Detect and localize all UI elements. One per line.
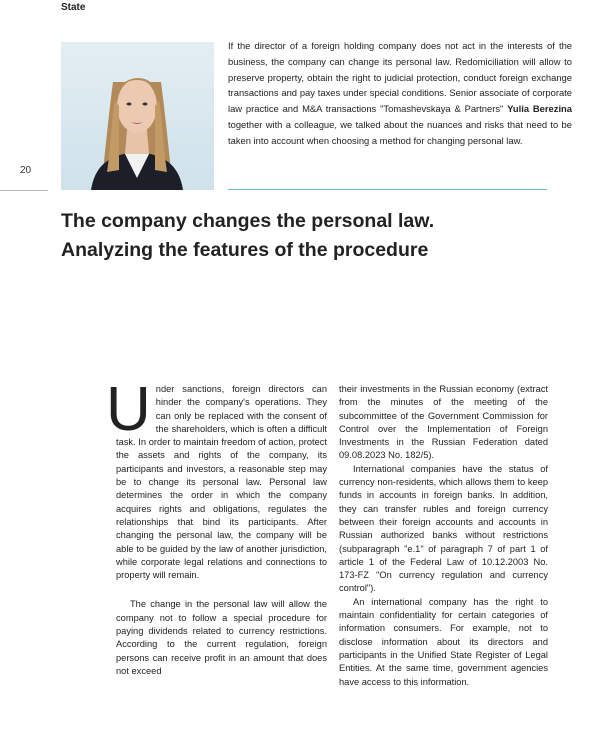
drop-cap: U <box>106 375 151 444</box>
author-portrait <box>61 42 214 190</box>
intro-divider <box>228 189 547 190</box>
page-number-rule <box>0 190 48 191</box>
paragraph: The change in the personal law will allow the company not to follow a special procedure for paying dividends related to currency restrictions. According to the current regulation, foreign persons can receive profit in an amount that does not exceed <box>116 599 327 676</box>
headline-line-2: Analyzing the features of the procedure <box>61 239 429 261</box>
paragraph: An international company has the right to maintain confidentiality for certain categories of information consumers. For example, not to disclose information about its directors and participants in the Unified State Register of Legal Entities. At the same time, government agencies have access to this information. <box>339 596 548 687</box>
article-headline <box>61 207 581 265</box>
intro-text-after-name: together with a colleague, we talked about the nuances and risks that need to be taken into account when choosing a method for changing personal law. <box>228 118 572 146</box>
intro-paragraph <box>228 38 572 149</box>
portrait-illustration <box>61 42 214 190</box>
article-column-right <box>339 383 548 689</box>
section-label: State <box>61 2 86 13</box>
paragraph: International companies have the status of currency non-residents, which allows them to keep funds in accounts in foreign banks. In addition, they can transfer rubles and foreign currency between their foreign accounts and accounts in Russian authorized banks without restrictions (subparagraph "e.1" of paragraph 7 of part 1 of article 1 of the Federal Law of 10.12.2003 No. 173-FZ "On currency regulation and currency control"). <box>339 463 548 594</box>
headline-line-1: The company changes the personal law. <box>61 210 435 232</box>
author-name: Yulia Berezina <box>507 103 572 115</box>
paragraph <box>106 375 327 582</box>
page-number: 20 <box>20 165 32 176</box>
paragraph: their investments in the Russian economy (extract from the minutes of the meeting of the subcommittee of the Government Commission for Control over the Implementation of Foreign Investments in the Russian Federation dated 09.08.2023 No. 182/5). <box>339 384 548 461</box>
paragraph-text: nder sanctions, foreign directors can hinder the company's operations. They can only be replaced with the consent of the shareholders, which is often a difficult task. In order to maintain freedom of action, protect the assets and rights of the company, its participants and investors, a reasonable step may be to change its personal law. Personal law determines the order in which the company acquires rights and obligations, regulates the relationships that bind its participants. After changing the personal law, the company will be able to be guided by the law of another jurisdiction, while corporate legal relations and connections to property will remain. <box>116 384 327 581</box>
intro-text-before-name: If the director of a foreign holding company does not act in the interests of the business, the company can change its personal law. Redomiciliation will allow to preserve property, obtain the right to judicial protection, conduct foreign exchange transactions and pay taxes under special conditions. Senior associate of corporate law practice and M&A transactions "Tomashevskaya & Partners" <box>228 40 572 115</box>
article-column-left <box>106 375 327 678</box>
